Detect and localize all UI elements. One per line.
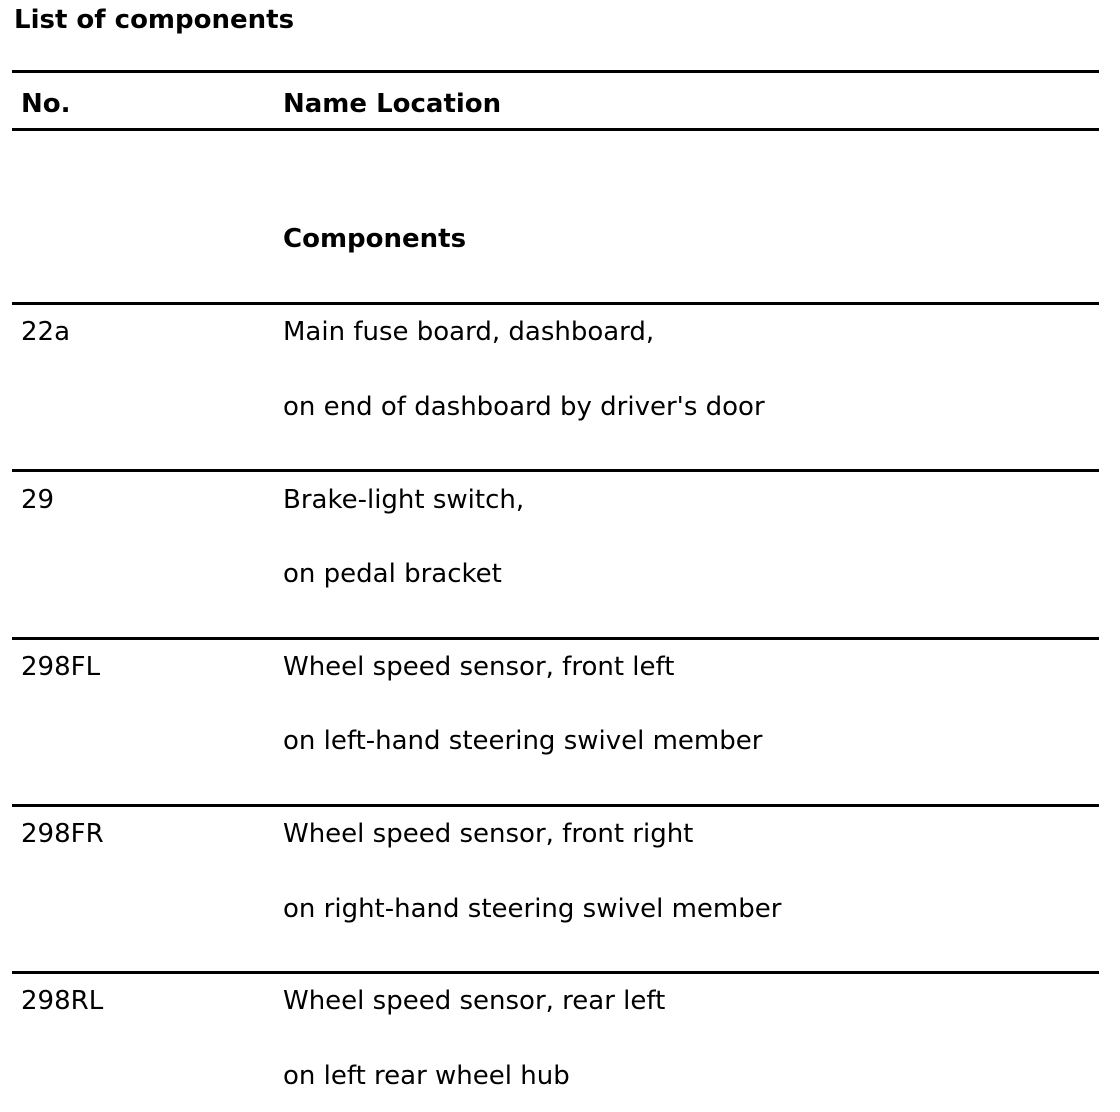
row-number: 22a: [21, 317, 71, 347]
row-divider: [12, 971, 1099, 974]
row-name: Wheel speed sensor, front right: [283, 819, 694, 849]
row-divider: [12, 637, 1099, 640]
row-name: Brake-light switch,: [283, 485, 525, 515]
row-divider: [12, 302, 1099, 305]
row-name: Wheel speed sensor, front left: [283, 652, 675, 682]
row-number: 298FL: [21, 652, 101, 682]
page-title: List of components: [14, 5, 295, 35]
row-divider: [12, 469, 1099, 472]
row-divider: [12, 804, 1099, 807]
row-number: 298RL: [21, 986, 104, 1016]
row-number: 298FR: [21, 819, 104, 849]
row-location: on pedal bracket: [283, 559, 502, 589]
row-location: on left rear wheel hub: [283, 1061, 570, 1091]
row-number: 29: [21, 485, 55, 515]
row-location: on end of dashboard by driver's door: [283, 392, 765, 422]
column-header-no: No.: [21, 89, 71, 119]
table-top-rule: [12, 70, 1099, 73]
column-header-name-location: Name Location: [283, 89, 502, 119]
row-location: on right-hand steering swivel member: [283, 894, 782, 924]
section-heading: Components: [283, 224, 467, 254]
row-location: on left-hand steering swivel member: [283, 726, 763, 756]
row-name: Main fuse board, dashboard,: [283, 317, 655, 347]
row-name: Wheel speed sensor, rear left: [283, 986, 666, 1016]
header-bottom-rule: [12, 128, 1099, 131]
